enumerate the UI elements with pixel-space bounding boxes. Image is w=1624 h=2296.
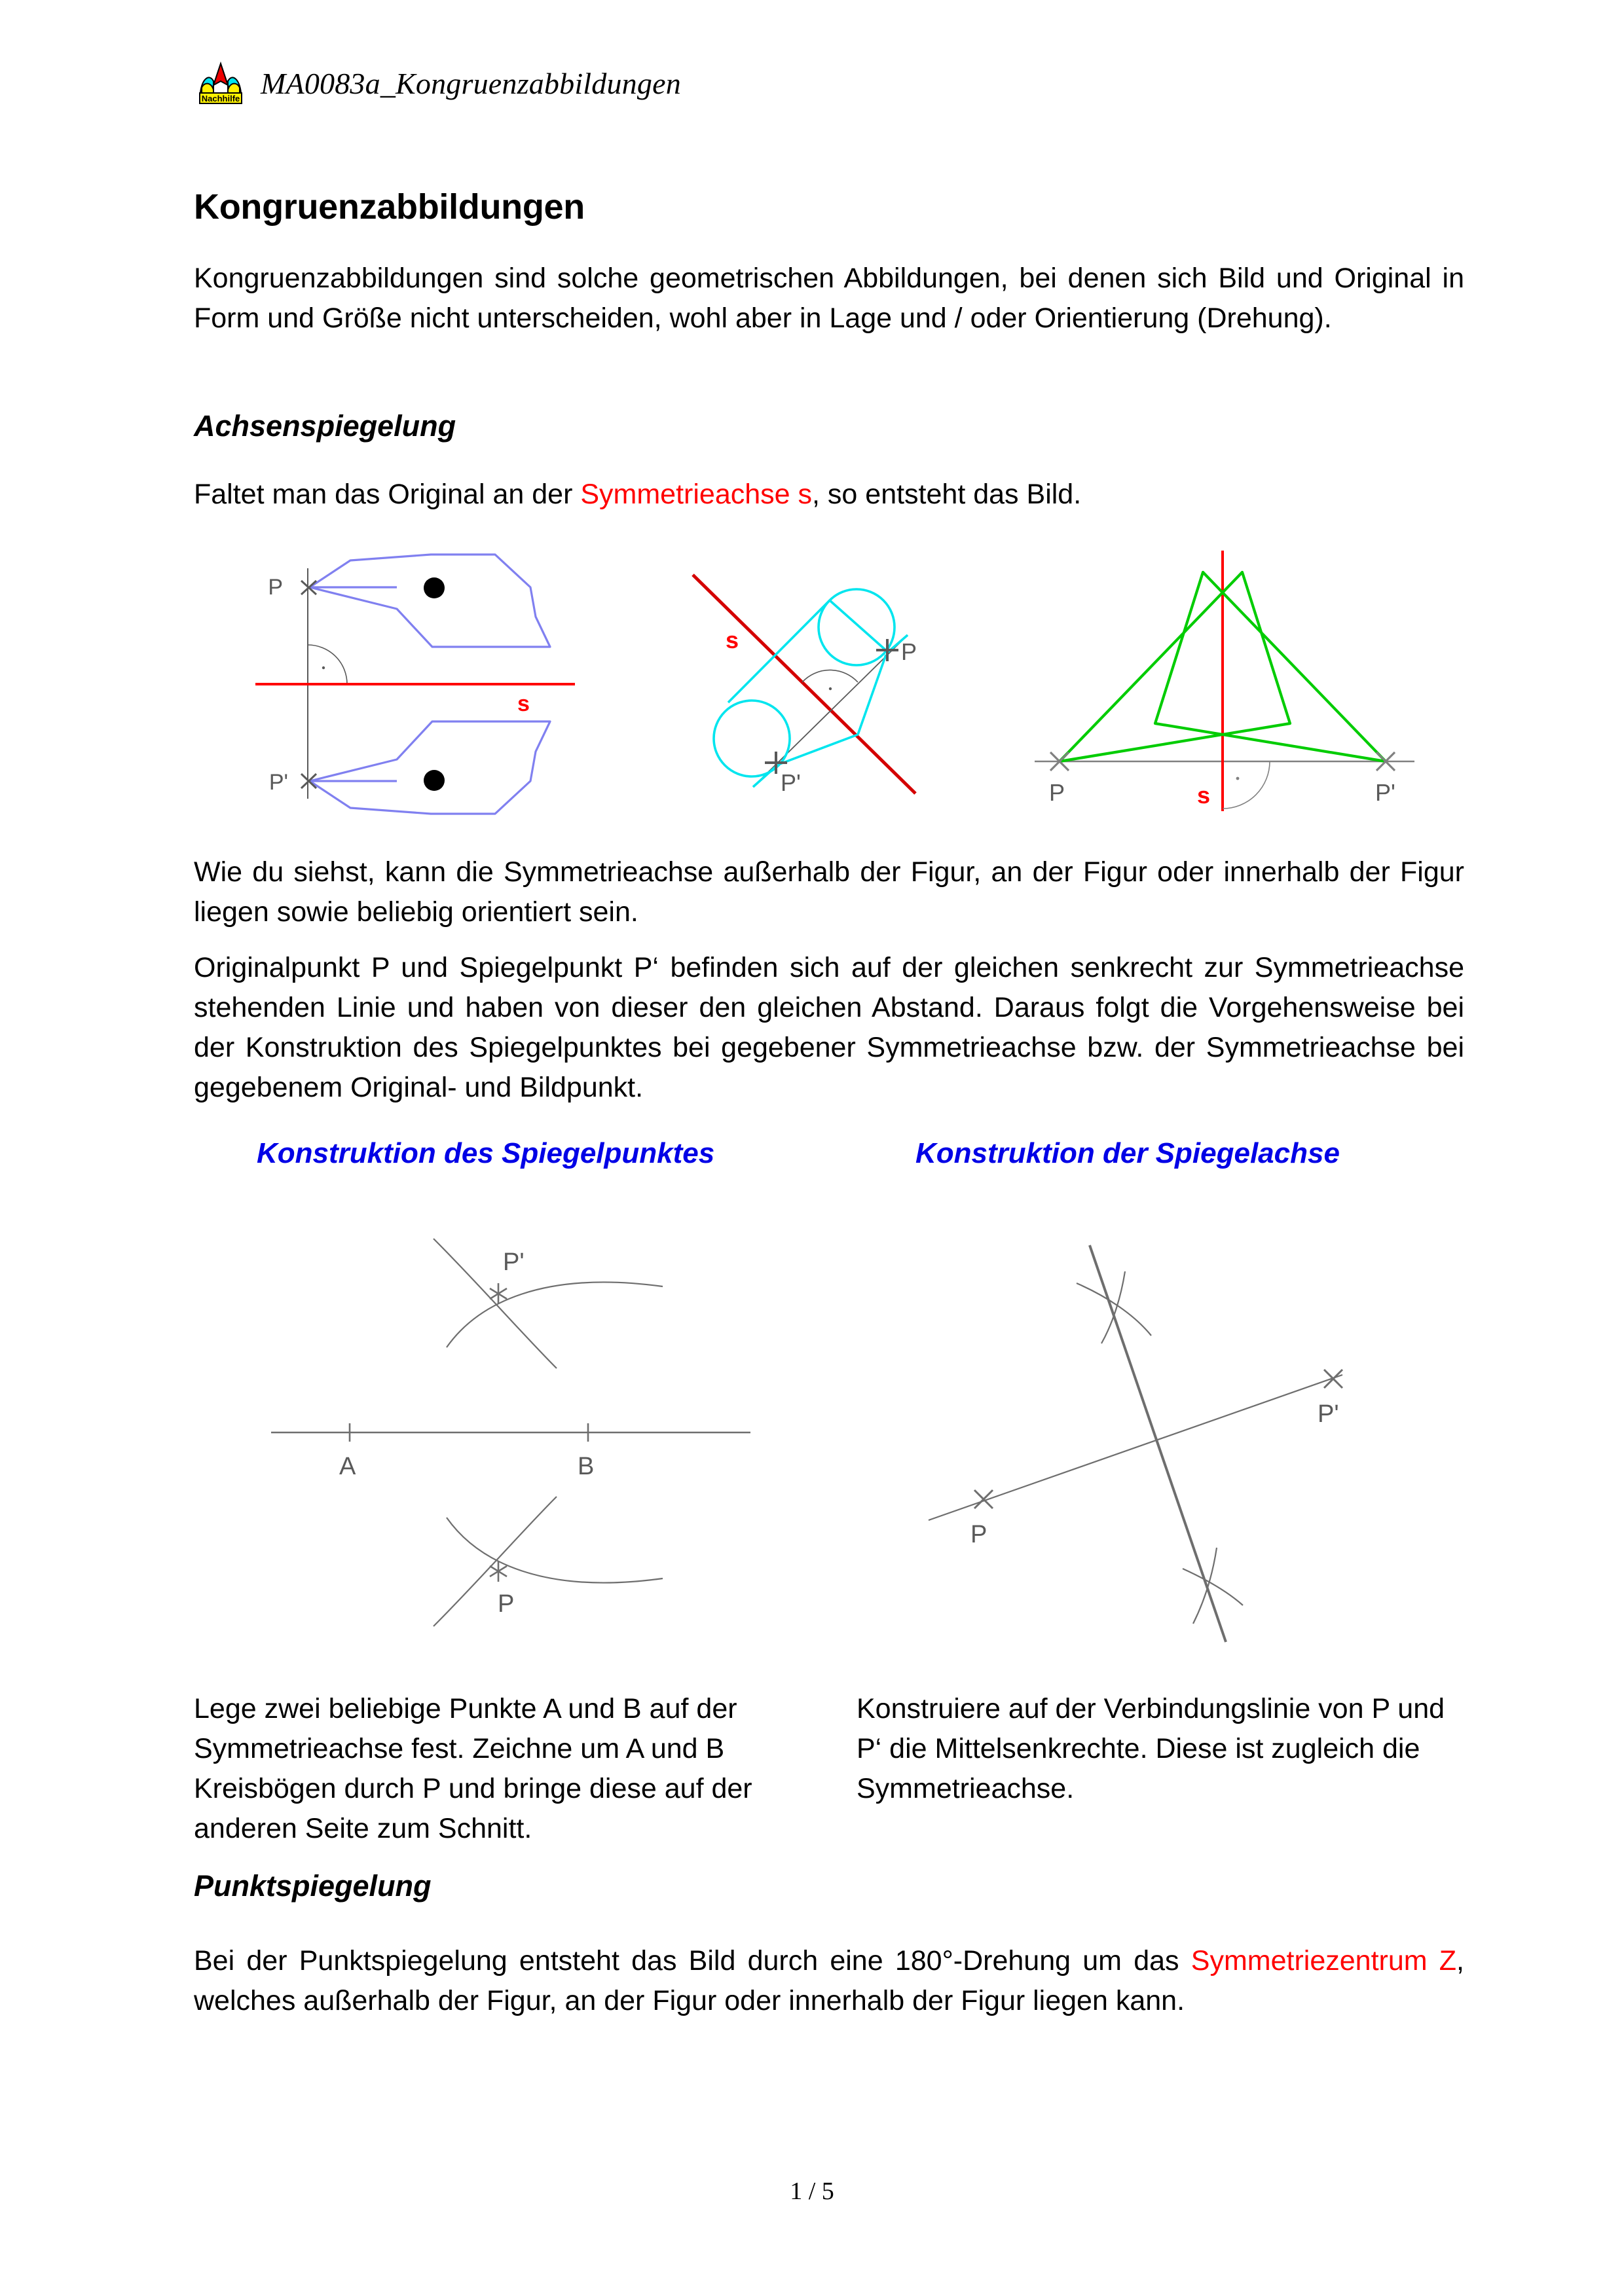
paragraph-axis-positions: Wie du siehst, kann die Symmetrieachse außerhalb der Figur, an der Figur oder innerhalb der Figur liegen sowie beliebig orientiert sein. xyxy=(194,856,1464,928)
punkt-text-after: , welches außerhalb der Figur, an der Figur oder innerhalb der Figur liegen kann. xyxy=(194,1945,1464,2016)
arc-around-A-lower xyxy=(434,1497,557,1626)
figure-construct-mirror-point xyxy=(262,1205,760,1650)
right-angle-arc xyxy=(308,645,347,684)
original-shape-edge-1 xyxy=(858,655,886,735)
figure5-label-P: P xyxy=(970,1521,987,1548)
lead-text-before: Faltet man das Original an der xyxy=(194,479,581,510)
perpendicular-bisector xyxy=(1090,1245,1226,1642)
right-angle-dot xyxy=(1236,777,1240,780)
page-title: Kongruenzabbildungen xyxy=(194,187,585,227)
figure2-label-P-prime: P' xyxy=(781,769,801,796)
page-footer: 1 / 5 xyxy=(790,2178,834,2205)
logo-label: Nachhilfe xyxy=(201,94,240,103)
figure4-label-A: A xyxy=(339,1453,356,1480)
section-heading-punktspiegelung: Punktspiegelung xyxy=(194,1869,432,1903)
original-figure-dot xyxy=(424,577,445,598)
figure3-label-axis: s xyxy=(1197,782,1211,809)
right-angle-arc xyxy=(802,670,858,682)
header-document-id: MA0083a_Kongruenzabbildungen xyxy=(261,66,681,100)
mirror-triangle xyxy=(1155,572,1386,761)
punkt-text-before: Bei der Punktspiegelung entsteht das Bild durch eine 180°-Drehung um das xyxy=(194,1945,1191,1977)
figure-axis-on-shape xyxy=(668,543,943,818)
figure-axis-inside-shape xyxy=(1022,534,1428,815)
spacer2 xyxy=(830,600,888,735)
figure1-label-P: P xyxy=(268,575,283,600)
punkt-text-highlight: Symmetriezentrum Z xyxy=(1190,1945,1457,1977)
paragraph-point-construction: Originalpunkt P und Spiegelpunkt P‘ befinden sich auf der gleichen senkrecht zur Symmetrieachse stehenden Linie und haben von dieser den gleichen Abstand. Daraus folgt die Vorgehensweise bei der Konstruktion des Spiegelpunktes bei gegebener Symmetrieachse bzw. der Symmetrieachse bei gegebenem Original- und Bildpunkt. xyxy=(194,952,1464,1103)
nachhilfe-logo-icon xyxy=(196,60,245,106)
lead-text-after: , so entsteht das Bild. xyxy=(812,479,1082,510)
figure1-label-axis: s xyxy=(517,691,530,716)
mirror-figure-shape xyxy=(310,721,550,814)
figure-axis-outside-shape xyxy=(242,543,609,818)
figure-construct-mirror-axis xyxy=(891,1205,1349,1650)
original-shape-edge-2 xyxy=(830,600,888,652)
punktspiegelung-paragraph xyxy=(194,1941,1464,2021)
figure3-label-P: P xyxy=(1049,779,1065,806)
arc-upper-1 xyxy=(1077,1283,1151,1336)
marker-P-prime xyxy=(1324,1370,1342,1388)
figure2-label-axis: s xyxy=(726,627,739,653)
mirror-shape-edge-1 xyxy=(728,600,830,702)
connection-line-P-Pprime xyxy=(929,1375,1342,1520)
construction-right-description: Konstruiere auf der Verbindungslinie von P und P‘ die Mittelsenkrechte. Diese ist zugleich die Symmetrieachse. xyxy=(857,1693,1445,1804)
figure2-label-P: P xyxy=(901,638,917,665)
page-header xyxy=(196,60,681,106)
symmetry-axis-line xyxy=(693,575,915,793)
heading-konstruktion-spiegelachse: Konstruktion der Spiegelachse xyxy=(915,1137,1340,1169)
construction-left-description: Lege zwei beliebige Punkte A und B auf der Symmetrieachse fest. Zeichne um A und B Kreisbögen durch P und bringe diese auf der anderen Seite zum Schnitt. xyxy=(194,1693,752,1844)
right-angle-dot xyxy=(829,687,832,690)
figure4-label-B: B xyxy=(578,1453,595,1480)
figure3-label-P-prime: P' xyxy=(1375,779,1395,806)
arc-around-B-lower xyxy=(447,1518,663,1583)
achsenspiegelung-lead xyxy=(194,475,1464,515)
figure4-label-P-prime: P' xyxy=(503,1248,525,1276)
figure4-label-P: P xyxy=(498,1590,515,1618)
original-figure-shape xyxy=(310,555,550,647)
arc-around-B-upper xyxy=(447,1282,663,1347)
figure1-label-P-prime: P' xyxy=(268,770,288,795)
arc-upper-2 xyxy=(1101,1271,1125,1343)
figure5-label-P-prime: P' xyxy=(1318,1400,1339,1428)
right-angle-dot xyxy=(322,666,325,669)
original-triangle xyxy=(1060,572,1290,761)
section-heading-achsenspiegelung: Achsenspiegelung xyxy=(194,409,456,443)
right-angle-arc xyxy=(1223,761,1270,809)
mirror-figure-dot xyxy=(424,770,445,791)
intro-paragraph: Kongruenzabbildungen sind solche geometrischen Abbildungen, bei denen sich Bild und Original in Form und Größe nicht unterscheiden, wohl aber in Lage und / oder Orientierung (Drehung). xyxy=(194,263,1464,334)
arc-around-A-upper xyxy=(434,1239,557,1368)
heading-konstruktion-spiegelpunkt: Konstruktion des Spiegelpunktes xyxy=(257,1137,715,1169)
lead-text-highlight: Symmetrieachse s xyxy=(580,479,813,510)
